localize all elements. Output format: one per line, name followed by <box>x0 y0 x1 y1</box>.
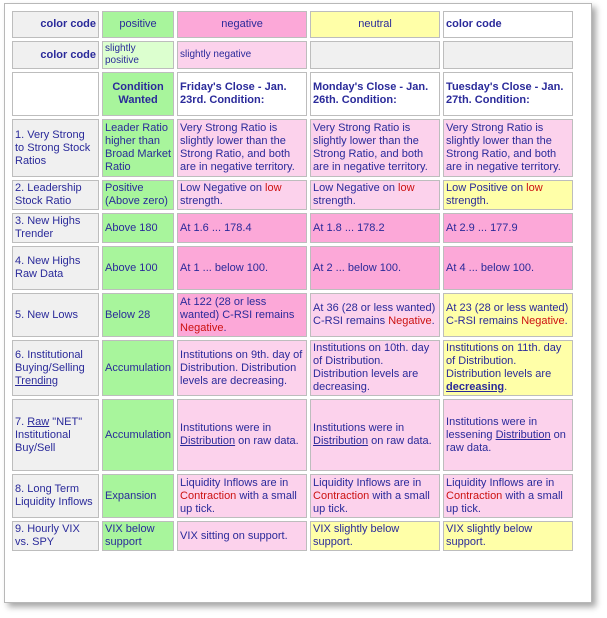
friday-condition: Low Negative on low strength. <box>177 180 307 210</box>
table-row <box>12 293 573 337</box>
friday-condition: Liquidity Inflows are in Contraction with a small up tick. <box>177 474 307 518</box>
monday-condition: Very Strong Ratio is slightly lower than the Strong Ratio, and both are in negative territory. <box>310 119 440 177</box>
row-label: 3. New Highs Trender <box>12 213 99 243</box>
condition-wanted: Expansion <box>102 474 174 518</box>
header-blank <box>12 72 99 116</box>
friday-condition: At 1.6 ... 178.4 <box>177 213 307 243</box>
legend-empty <box>310 41 440 69</box>
table-row <box>12 474 573 518</box>
condition-wanted: Above 100 <box>102 246 174 290</box>
legend-negative: negative <box>177 11 307 38</box>
condition-wanted: Leader Ratio higher than Broad Market Ratio <box>102 119 174 177</box>
color-code-right: color code <box>443 11 573 38</box>
friday-condition: Institutions on 9th. day of Distribution. Distribution levels are decreasing. <box>177 340 307 396</box>
legend-positive: positive <box>102 11 174 38</box>
legend-slightly-negative: slightly negative <box>177 41 307 69</box>
monday-condition: At 2 ... below 100. <box>310 246 440 290</box>
tuesday-condition: At 4 ... below 100. <box>443 246 573 290</box>
monday-condition: VIX slightly below support. <box>310 521 440 551</box>
tuesday-condition: Low Positive on low strength. <box>443 180 573 210</box>
condition-wanted: Accumulation <box>102 340 174 396</box>
market-conditions-panel <box>4 3 592 603</box>
monday-condition: Institutions on 10th. day of Distribution. Distribution levels are decreasing. <box>310 340 440 396</box>
row-label: 5. New Lows <box>12 293 99 337</box>
tuesday-condition: Very Strong Ratio is slightly lower than the Strong Ratio, and both are in negative territory. <box>443 119 573 177</box>
legend-row-2 <box>12 41 573 69</box>
row-label: 8. Long Term Liquidity Inflows <box>12 474 99 518</box>
table-row <box>12 213 573 243</box>
table-row <box>12 340 573 396</box>
table-row <box>12 521 573 551</box>
monday-condition: Low Negative on low strength. <box>310 180 440 210</box>
row-label: 9. Hourly VIX vs. SPY <box>12 521 99 551</box>
friday-header: Friday's Close - Jan. 23rd. Condition: <box>177 72 307 116</box>
friday-condition: At 1 ... below 100. <box>177 246 307 290</box>
friday-condition: VIX sitting on support. <box>177 521 307 551</box>
color-code-label: color code <box>12 11 99 38</box>
friday-condition: Very Strong Ratio is slightly lower than the Strong Ratio, and both are in negative territory. <box>177 119 307 177</box>
tuesday-condition: At 23 (28 or less wanted) C-RSI remains Negative. <box>443 293 573 337</box>
monday-condition: Liquidity Inflows are in Contraction with a small up tick. <box>310 474 440 518</box>
tuesday-header: Tuesday's Close - Jan. 27th. Condition: <box>443 72 573 116</box>
monday-condition: Institutions were in Distribution on raw data. <box>310 399 440 471</box>
row-label: 4. New Highs Raw Data <box>12 246 99 290</box>
market-conditions-table <box>9 8 576 554</box>
table-row <box>12 180 573 210</box>
column-header-row <box>12 72 573 116</box>
condition-wanted: Above 180 <box>102 213 174 243</box>
legend-neutral: neutral <box>310 11 440 38</box>
tuesday-condition: VIX slightly below support. <box>443 521 573 551</box>
row-label: 6. Institutional Buying/Selling Trending <box>12 340 99 396</box>
table-row <box>12 119 573 177</box>
tuesday-condition: Liquidity Inflows are in Contraction with a small up tick. <box>443 474 573 518</box>
color-code-label-2: color code <box>12 41 99 69</box>
monday-condition: At 36 (28 or less wanted) C-RSI remains Negative. <box>310 293 440 337</box>
monday-condition: At 1.8 ... 178.2 <box>310 213 440 243</box>
row-label: 7. Raw "NET" Institutional Buy/Sell <box>12 399 99 471</box>
monday-header: Monday's Close - Jan. 26th. Condition: <box>310 72 440 116</box>
condition-wanted: Below 28 <box>102 293 174 337</box>
tuesday-condition: Institutions were in lessening Distribution on raw data. <box>443 399 573 471</box>
row-label: 1. Very Strong to Strong Stock Ratios <box>12 119 99 177</box>
friday-condition: Institutions were in Distribution on raw data. <box>177 399 307 471</box>
row-label: 2. Leadership Stock Ratio <box>12 180 99 210</box>
tuesday-condition: Institutions on 11th. day of Distribution. Distribution levels are decreasing. <box>443 340 573 396</box>
tuesday-condition: At 2.9 ... 177.9 <box>443 213 573 243</box>
friday-condition: At 122 (28 or less wanted) C-RSI remains Negative. <box>177 293 307 337</box>
condition-wanted: VIX below support <box>102 521 174 551</box>
condition-wanted-header: Condition Wanted <box>102 72 174 116</box>
table-row <box>12 399 573 471</box>
condition-wanted: Accumulation <box>102 399 174 471</box>
table-row <box>12 246 573 290</box>
condition-wanted: Positive (Above zero) <box>102 180 174 210</box>
legend-row <box>12 11 573 38</box>
legend-slightly-positive: slightly positive <box>102 41 174 69</box>
legend-empty-2 <box>443 41 573 69</box>
